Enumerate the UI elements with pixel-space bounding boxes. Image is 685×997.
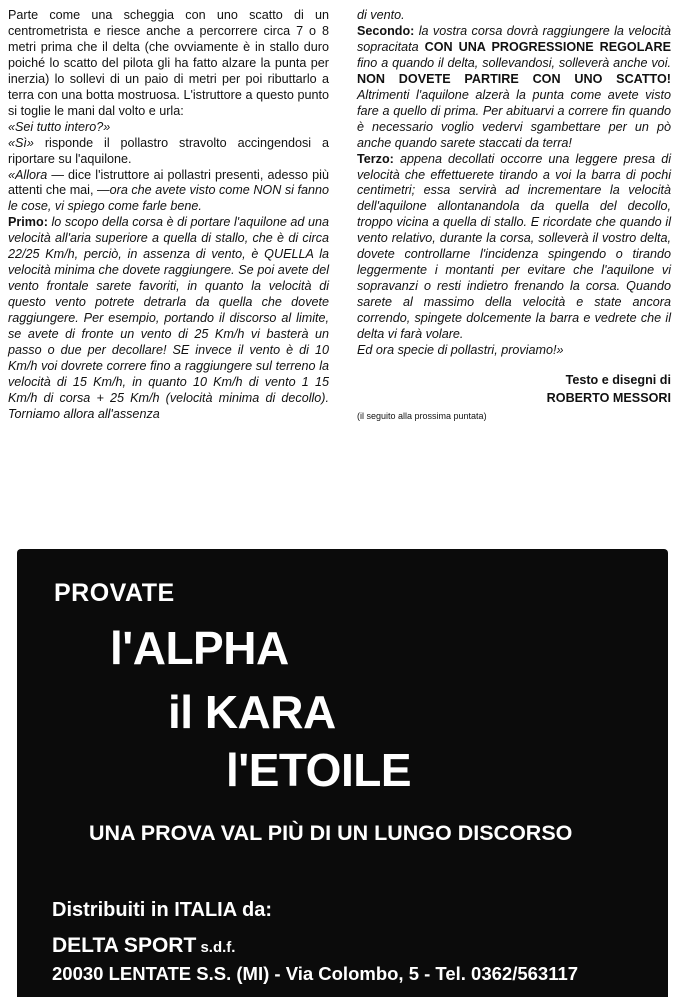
left-text-column: [8, 8, 329, 423]
paragraph-secondo: [357, 24, 671, 152]
primo-text: lo scopo della corsa è di portare l'aquilone ad una velocità all'aria superiore a quella di stallo, che è di circa 22/25 Km/h, perciò, in assenza di vento, è QUELLA la velocità minima che dovete raggiungere. Se poi avete del vento frontale sarete favoriti, in quanto la velocità di questo vento potrete detrarla da quella che dovete raggiungere. Per esempio, portando il discorso al limite, se avete di fronte un vento di 25 Km/h vi basterà un passo o due per decollare! SE invece il vento è di 10 Km/h voi dovrete correre fino a raggiungere sul terreno la velocità di 15 Km/h, in quanto 10 Km/h di vento 1 15 Km/h di corsa + 25 Km/h (velocità minima di decollo). Torniamo allora all'assenza: [8, 215, 329, 421]
advertisement-box: [17, 549, 668, 997]
secondo-text-3: fino a quando il delta, sollevandosi, solleverà anche voi.: [357, 55, 671, 70]
ad-product-etoile: l'ETOILE: [226, 744, 412, 796]
ad-product-alpha: l'ALPHA: [110, 622, 289, 674]
ad-company-name: DELTA SPORT: [52, 934, 197, 957]
secondo-text-1: la vostra corsa dovrà raggiungere la velocità sopracitata: [357, 23, 671, 54]
credit-line: Testo e disegni di: [565, 372, 671, 387]
paragraph-allora: [8, 168, 329, 216]
author-credit: [357, 371, 671, 407]
ad-provate: PROVATE: [54, 579, 175, 607]
allora-rest: ora che avete visto come NON si fanno le cose, vi spiego come farle bene.: [8, 183, 330, 214]
paragraph-question: «Sei tutto intero?»: [8, 119, 111, 134]
right-text-column: [357, 8, 671, 422]
secondo-label: Secondo:: [357, 23, 415, 38]
ad-slogan: UNA PROVA VAL PIÙ DI UN LUNGO DISCORSO: [89, 821, 573, 845]
answer-si: «Sì»: [8, 135, 34, 150]
paragraph-di-vento: di vento.: [357, 8, 405, 22]
secondo-text-5: Altrimenti l'aquilone alzerà la punta come avete visto fare a quello di prima. Per abituarvi a correre fin quando è necessario voglio vedervi sgambettare per un pò anche quando sarete staccati da terra!: [357, 87, 671, 150]
secondo-emphasis-1: CON UNA PROGRESSIONE REGOLARE: [424, 39, 671, 54]
answer-rest: risponde il pollastro stravolto accingendosi a riportare su l'aquilone.: [8, 135, 329, 166]
ad-address: 20030 LENTATE S.S. (MI) - Via Colombo, 5 - Tel. 0362/563117: [52, 963, 579, 984]
allora-word: «Allora: [8, 167, 48, 182]
allora-dash: — dice l'istruttore ai pollastri presenti, adesso più attenti che mai, —: [8, 167, 329, 198]
terzo-label: Terzo:: [357, 151, 394, 166]
ad-product-kara: il KARA: [168, 686, 336, 738]
paragraph-closing: Ed ora specie di pollastri, proviamo!»: [357, 343, 564, 358]
ad-distributed-by: Distribuiti in ITALIA da:: [52, 899, 272, 921]
terzo-text: appena decollati occorre una leggere presa di velocità che effettuerete tirando a voi la barra di pochi centimetri; essa servirà ad incrementare la velocità dell'aquilone allontanandola da quella del decollo, troppo vicina a quella di stallo. E ricordate che quando il vento relativo, durante la corsa, solleverà il vostro delta, dovete controllarne l'incidenza spingendo o tirando leggermente i montanti per evitare che l'aquilone vi sopravanzi o resti indietro frenando la corsa. Quando sarete al massimo della velocità e state ancora correndo, spingete dolcemente la barra e vedrete che il delta vi farà volare.: [357, 151, 671, 342]
paragraph-intro: Parte come una scheggia con uno scatto di un centrometrista e riesce anche a percorrere circa 7 o 8 metri prima che il delta (che ovviamente è in stallo duro poiché lo scatto del pilota gli ha fatto alzare la punta per inerzia) lo sollevi di un paio di metri per poi ributtarlo a terra con una botta mostruosa. L'istruttore a questo punto si toglie le mani dal volto e urla:: [8, 8, 329, 118]
paragraph-answer: [8, 136, 329, 168]
primo-label: Primo:: [8, 215, 48, 230]
secondo-emphasis-2: NON DOVETE PARTIRE CON UNO SCATTO!: [357, 71, 671, 86]
continued-note: (il seguito alla prossima puntata): [357, 410, 487, 421]
ad-company: [52, 934, 235, 958]
author-name: ROBERTO MESSORI: [546, 390, 671, 405]
ad-company-suffix: s.d.f.: [196, 939, 236, 956]
paragraph-terzo: [357, 152, 671, 343]
paragraph-primo: [8, 215, 329, 422]
